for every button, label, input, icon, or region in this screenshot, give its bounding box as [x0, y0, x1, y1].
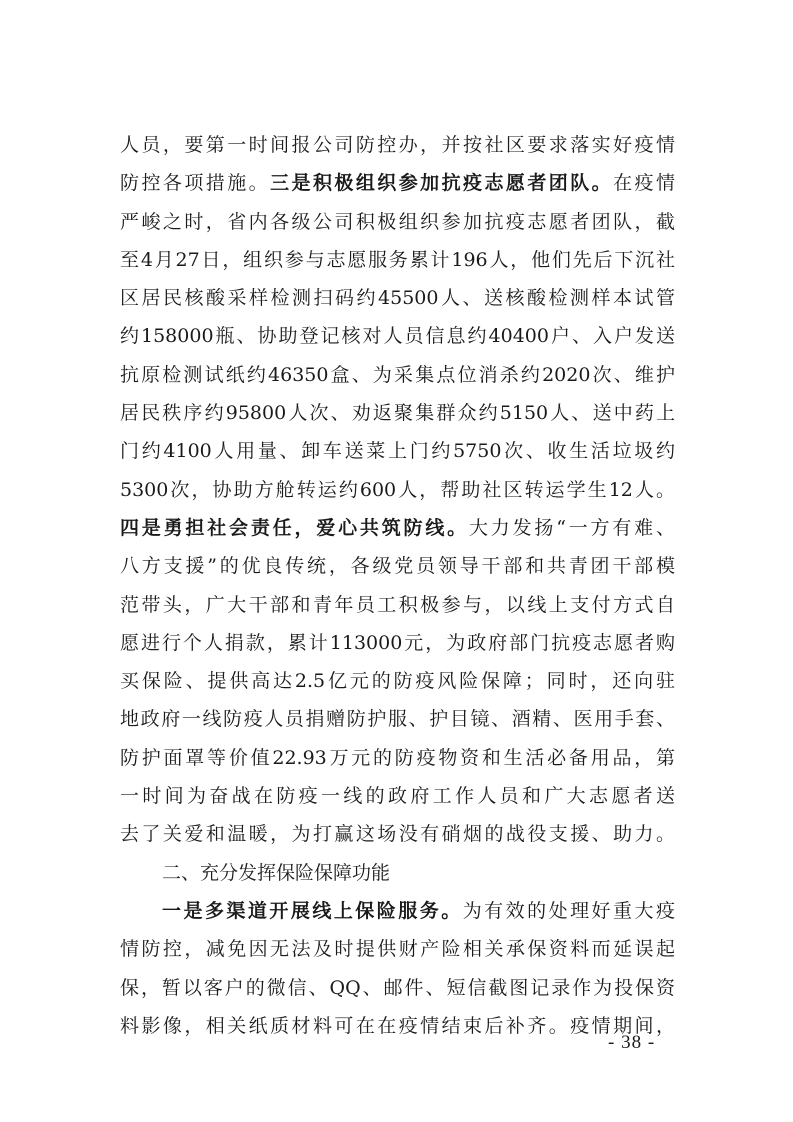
text-line: 去了关爱和温暖，为打赢这场没有硝烟的战役支援、助力。: [120, 823, 675, 846]
text-line: 买保险、提供高达2.5亿元的防疫风险保障；同时，还向驻: [120, 670, 675, 693]
text-line: [120, 509, 675, 547]
text-line: 防护面罩等价值22.93万元的防疫物资和生活必备用品，第: [120, 746, 675, 769]
text-line: 约158000瓶、协助登记核对人员信息约40400户、入户发送: [120, 325, 675, 348]
text-line: 5300次，协助方舱转运约600人，帮助社区转运学生12人。: [120, 478, 675, 501]
text-line: 区居民核酸采样检测扫码约45500人、送核酸检测样本试管: [120, 287, 675, 310]
text-line: 八方支援”的优良传统，各级党员领导干部和共青团干部模: [120, 555, 675, 578]
text-line: 严峻之时，省内各级公司积极组织参加抗疫志愿者团队，截: [120, 210, 675, 233]
line-text: 防控各项措施。: [120, 172, 271, 195]
text-line: 范带头，广大干部和青年员工积极参与，以线上支付方式自: [120, 593, 675, 616]
text-line: 门约4100人用量、卸车送菜上门约5750次、收生活垃圾约: [120, 440, 675, 463]
text-line: 一时间为奋战在防疫一线的政府工作人员和广大志愿者送: [120, 785, 675, 808]
text-line: 居民秩序约95800人次、劝返聚集群众约5150人、送中药上: [120, 402, 675, 425]
text-line: 人员，要第一时间报公司防控办，并按社区要求落实好疫情: [120, 134, 675, 156]
line-text: 大力发扬“一方有难、: [468, 516, 675, 539]
bold-subheading: 四是勇担社会责任，爱心共筑防线。: [120, 516, 469, 539]
text-line: 至4月27日，组织参与志愿服务累计196人，他们先后下沉社: [120, 248, 675, 271]
text-line: [120, 164, 675, 202]
text-line: 抗原检测试纸约46350盒、为采集点位消杀约2020次、维护: [120, 363, 675, 386]
text-line: 愿进行个人捐款，累计113000元，为政府部门抗疫志愿者购: [120, 631, 675, 654]
text-line: 料影像，相关纸质材料可在在疫情结束后补齐。疫情期间，: [120, 1014, 675, 1037]
body-text: [120, 126, 675, 1045]
text-line: 保，暂以客户的微信、QQ、邮件、短信截图记录作为投保资: [120, 976, 675, 999]
line-text: 在疫情: [613, 172, 675, 195]
text-line: 地政府一线防疫人员捐赠防护服、护目镜、酒精、医用手套、: [120, 708, 675, 731]
bold-subheading: 一是多渠道开展线上保险服务。: [162, 899, 463, 922]
line-text: 为有效的处理好重大疫: [462, 899, 675, 922]
page-number: - 38 -: [608, 1032, 656, 1053]
section-heading: 二、充分发挥保险保障功能: [162, 861, 391, 884]
text-line: [120, 892, 675, 930]
text-line: 情防控，减免因无法及时提供财产险相关承保资料而延误起: [120, 938, 675, 961]
bold-subheading: 三是积极组织参加抗疫志愿者团队。: [270, 172, 614, 195]
